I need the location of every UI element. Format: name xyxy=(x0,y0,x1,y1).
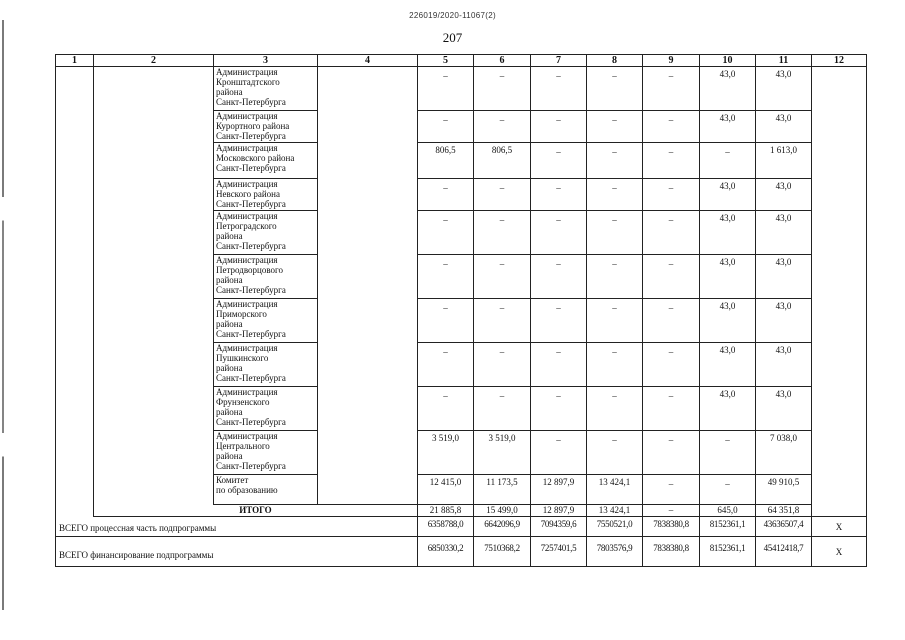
organization-cell xyxy=(214,111,318,143)
value-cell xyxy=(643,387,700,431)
total-value-cell xyxy=(531,537,587,567)
value-text: 45412418,7 xyxy=(763,543,804,553)
organization-name-line: Курортного района xyxy=(216,121,290,131)
value-text: – xyxy=(499,391,505,401)
value-cell xyxy=(531,387,587,431)
value-cell xyxy=(756,299,812,343)
value-cell xyxy=(587,179,643,211)
value-cell xyxy=(531,211,587,255)
value-text: – xyxy=(668,147,674,157)
organization-cell xyxy=(214,431,318,475)
value-text: – xyxy=(499,303,505,313)
value-text: – xyxy=(668,391,674,401)
total-value-cell xyxy=(418,517,474,537)
value-text: – xyxy=(556,347,561,357)
value-cell xyxy=(587,431,643,475)
itogo-row xyxy=(56,505,867,517)
total-value-cell xyxy=(643,517,700,537)
column-number: 11 xyxy=(756,55,812,67)
value-text: 7838380,8 xyxy=(653,519,689,529)
value-cell xyxy=(531,431,587,475)
value-cell xyxy=(756,111,812,143)
value-cell xyxy=(474,143,531,179)
column-number: 6 xyxy=(474,55,531,67)
value-cell xyxy=(531,143,587,179)
value-text: 645,0 xyxy=(717,505,738,515)
value-cell xyxy=(474,179,531,211)
organization-name-line: Администрация xyxy=(216,179,278,189)
itogo-value-cell xyxy=(418,505,474,517)
value-cell xyxy=(587,255,643,299)
value-cell xyxy=(531,299,587,343)
column-number: 1 xyxy=(56,55,94,67)
value-text: 21 885,8 xyxy=(429,505,462,515)
value-text: – xyxy=(725,479,730,489)
value-text: 43,0 xyxy=(775,301,792,311)
organization-name-line: Администрация xyxy=(216,299,278,309)
scan-margin-mark xyxy=(2,20,4,610)
total-process-row xyxy=(56,517,867,537)
value-text: – xyxy=(668,259,674,269)
value-cell xyxy=(474,343,531,387)
organization-cell xyxy=(214,475,318,505)
column-number: 10 xyxy=(700,55,756,67)
col12-cell xyxy=(812,67,867,517)
organization-name-line: Пушкинского xyxy=(216,353,269,363)
document-id: 226019/2020-11067(2) xyxy=(409,11,496,20)
value-text: – xyxy=(443,183,448,193)
x-mark: X xyxy=(812,537,867,567)
value-text: 3 519,0 xyxy=(432,433,459,443)
value-cell xyxy=(531,255,587,299)
value-cell xyxy=(700,67,756,111)
value-cell xyxy=(418,343,474,387)
value-cell xyxy=(418,475,474,505)
value-text: 43636507,4 xyxy=(763,519,804,529)
column-number: 8 xyxy=(587,55,643,67)
value-cell xyxy=(418,299,474,343)
value-cell xyxy=(756,387,812,431)
value-text: – xyxy=(612,259,617,269)
value-text: 43,0 xyxy=(719,345,736,355)
value-text: – xyxy=(725,435,730,445)
value-text: – xyxy=(443,71,448,81)
value-text: 43,0 xyxy=(719,69,736,79)
total-financing-row xyxy=(56,537,867,567)
itogo-value-cell xyxy=(531,505,587,517)
value-cell xyxy=(700,179,756,211)
organization-name-line: Санкт-Петербурга xyxy=(216,163,286,173)
value-cell xyxy=(531,343,587,387)
organization-name-line: района xyxy=(216,319,243,329)
value-text: 15 499,0 xyxy=(486,505,518,515)
organization-name-line: района xyxy=(216,407,243,417)
value-text: – xyxy=(443,259,448,269)
value-text: 43,0 xyxy=(775,213,792,223)
organization-name-line: Администрация xyxy=(216,211,278,221)
value-cell xyxy=(643,179,700,211)
value-text: 7803576,9 xyxy=(596,543,633,553)
table-row xyxy=(56,67,867,111)
organization-name-line: Петродворцового xyxy=(216,265,284,275)
col2-cell xyxy=(94,67,214,505)
value-cell xyxy=(418,431,474,475)
value-text: – xyxy=(668,479,674,489)
value-cell xyxy=(643,67,700,111)
value-text: 13 424,1 xyxy=(598,505,631,515)
organization-name-line: Санкт-Петербурга xyxy=(216,329,286,339)
organization-name-line: Администрация xyxy=(216,111,278,121)
organization-cell xyxy=(214,387,318,431)
value-text: 1 613,0 xyxy=(770,145,797,155)
value-text: – xyxy=(556,71,561,81)
organization-name-line: Администрация xyxy=(216,431,278,441)
column-number: 3 xyxy=(214,55,318,67)
column-number: 9 xyxy=(643,55,700,67)
organization-name-line: Санкт-Петербурга xyxy=(216,417,286,427)
value-cell xyxy=(418,255,474,299)
value-cell xyxy=(643,475,700,505)
value-text: 12 897,9 xyxy=(542,505,575,515)
value-text: 7094359,6 xyxy=(540,519,577,529)
value-text: – xyxy=(556,115,561,125)
value-text: – xyxy=(725,147,730,157)
column-number: 5 xyxy=(418,55,474,67)
col4-cell xyxy=(318,67,418,505)
value-cell xyxy=(756,343,812,387)
value-text: – xyxy=(556,215,561,225)
total-value-cell xyxy=(531,517,587,537)
value-text: – xyxy=(668,115,674,125)
value-cell xyxy=(700,299,756,343)
organization-name-line: района xyxy=(216,231,243,241)
value-cell xyxy=(587,211,643,255)
itogo-value-cell xyxy=(643,505,700,517)
total-value-cell xyxy=(418,537,474,567)
column-number: 7 xyxy=(531,55,587,67)
value-cell xyxy=(756,211,812,255)
column-number: 2 xyxy=(94,55,214,67)
value-cell xyxy=(756,255,812,299)
value-text: – xyxy=(668,71,674,81)
value-text: 43,0 xyxy=(719,389,736,399)
value-cell xyxy=(643,299,700,343)
organization-cell xyxy=(214,343,318,387)
value-text: 13 424,1 xyxy=(598,477,631,487)
organization-name-line: Санкт-Петербурга xyxy=(216,285,286,295)
total-value-cell xyxy=(587,517,643,537)
value-cell xyxy=(756,431,812,475)
value-cell xyxy=(587,343,643,387)
value-cell xyxy=(756,475,812,505)
value-cell xyxy=(587,111,643,143)
value-cell xyxy=(643,255,700,299)
value-text: – xyxy=(612,347,617,357)
value-text: 43,0 xyxy=(775,113,792,123)
itogo-value-cell xyxy=(587,505,643,517)
col1-cell xyxy=(56,67,94,517)
value-text: – xyxy=(443,115,448,125)
organization-name-line: Санкт-Петербурга xyxy=(216,461,286,471)
value-text: – xyxy=(499,259,505,269)
value-cell xyxy=(643,343,700,387)
value-text: – xyxy=(499,215,505,225)
value-cell xyxy=(474,111,531,143)
value-text: – xyxy=(612,435,617,445)
total-value-cell xyxy=(756,517,812,537)
organization-name-line: Администрация xyxy=(216,387,278,397)
value-text: – xyxy=(612,215,617,225)
value-text: – xyxy=(443,215,448,225)
organization-name-line: Санкт-Петербурга xyxy=(216,199,286,209)
itogo-value-cell xyxy=(474,505,531,517)
value-text: – xyxy=(556,303,561,313)
financing-table xyxy=(55,54,867,567)
value-text: 7510368,2 xyxy=(484,543,520,553)
value-text: – xyxy=(668,303,674,313)
value-cell xyxy=(418,143,474,179)
value-text: 6850330,2 xyxy=(427,543,464,553)
total-financing-label: ВСЕГО финансирование подпрограммы xyxy=(56,537,418,567)
value-cell xyxy=(587,143,643,179)
value-cell xyxy=(474,255,531,299)
organization-name-line: Санкт-Петербурга xyxy=(216,131,286,141)
organization-name-line: Фрунзенского xyxy=(216,397,270,407)
organization-name-line: Администрация xyxy=(216,143,278,153)
organization-name-line: района xyxy=(216,87,243,97)
value-text: – xyxy=(556,435,561,445)
value-cell xyxy=(474,299,531,343)
organization-name-line: Санкт-Петербурга xyxy=(216,241,286,251)
value-text: – xyxy=(612,147,617,157)
value-text: – xyxy=(443,391,448,401)
column-number: 4 xyxy=(318,55,418,67)
value-cell xyxy=(700,143,756,179)
x-mark: X xyxy=(812,517,867,537)
organization-name-line: Приморского xyxy=(216,309,267,319)
value-text: 43,0 xyxy=(775,69,792,79)
value-text: 7257401,5 xyxy=(540,543,577,553)
value-cell xyxy=(587,475,643,505)
value-text: 12 415,0 xyxy=(429,477,462,487)
value-text: – xyxy=(668,347,674,357)
value-text: 43,0 xyxy=(719,257,736,267)
organization-name-line: Петроградского xyxy=(216,221,277,231)
value-cell xyxy=(700,387,756,431)
value-cell xyxy=(756,143,812,179)
value-text: – xyxy=(612,115,617,125)
value-text: – xyxy=(556,391,561,401)
organization-name-line: Администрация xyxy=(216,67,278,77)
value-cell xyxy=(756,179,812,211)
value-text: – xyxy=(499,183,505,193)
value-cell xyxy=(418,67,474,111)
value-cell xyxy=(643,211,700,255)
value-cell xyxy=(474,475,531,505)
value-text: 49 910,5 xyxy=(767,477,800,487)
value-text: – xyxy=(499,71,505,81)
itogo-value-cell xyxy=(756,505,812,517)
value-text: 43,0 xyxy=(719,301,736,311)
organization-name-line: Администрация xyxy=(216,343,278,353)
total-value-cell xyxy=(474,517,531,537)
value-cell xyxy=(643,111,700,143)
organization-name-line: Московского района xyxy=(216,153,295,163)
value-cell xyxy=(756,67,812,111)
organization-name-line: Кронштадтского xyxy=(216,77,280,87)
page-number: 207 xyxy=(442,30,463,45)
organization-cell xyxy=(214,211,318,255)
value-text: 8152361,1 xyxy=(709,519,746,529)
value-text: 12 897,9 xyxy=(542,477,575,487)
organization-cell xyxy=(214,143,318,179)
value-text: – xyxy=(612,71,617,81)
value-text: – xyxy=(612,183,617,193)
value-cell xyxy=(700,255,756,299)
value-cell xyxy=(474,387,531,431)
value-text: 43,0 xyxy=(775,257,792,267)
column-number-row xyxy=(56,55,867,67)
value-cell xyxy=(418,211,474,255)
organization-name-line: района xyxy=(216,363,243,373)
value-cell xyxy=(418,179,474,211)
value-text: – xyxy=(556,183,561,193)
value-text: 11 173,5 xyxy=(486,477,518,487)
organization-name-line: Санкт-Петербурга xyxy=(216,97,286,107)
value-cell xyxy=(587,67,643,111)
value-text: – xyxy=(668,183,674,193)
organization-name-line: Невского района xyxy=(216,189,280,199)
value-text: 43,0 xyxy=(775,389,792,399)
value-text: 64 351,8 xyxy=(767,505,800,515)
organization-cell xyxy=(214,299,318,343)
value-cell xyxy=(531,179,587,211)
organization-cell xyxy=(214,67,318,111)
value-cell xyxy=(418,387,474,431)
value-text: – xyxy=(499,347,505,357)
value-cell xyxy=(474,211,531,255)
value-text: 7550521,0 xyxy=(596,519,633,529)
itogo-label: ИТОГО xyxy=(94,505,418,517)
value-text: 8152361,1 xyxy=(709,543,746,553)
value-cell xyxy=(474,431,531,475)
value-text: – xyxy=(668,215,674,225)
value-cell xyxy=(418,111,474,143)
organization-name-line: Санкт-Петербурга xyxy=(216,373,286,383)
value-text: 6642096,9 xyxy=(484,519,520,529)
total-value-cell xyxy=(587,537,643,567)
value-cell xyxy=(700,343,756,387)
value-text: – xyxy=(556,259,561,269)
value-text: 43,0 xyxy=(775,345,792,355)
value-text: 7838380,8 xyxy=(653,543,689,553)
organization-cell xyxy=(214,179,318,211)
value-cell xyxy=(700,475,756,505)
value-text: 806,5 xyxy=(491,145,513,155)
value-cell xyxy=(531,111,587,143)
value-cell xyxy=(700,111,756,143)
value-cell xyxy=(643,431,700,475)
organization-name-line: по образованию xyxy=(216,485,278,495)
value-text: 7 038,0 xyxy=(770,433,797,443)
organization-name-line: Администрация xyxy=(216,255,278,265)
value-text: – xyxy=(612,303,617,313)
total-value-cell xyxy=(643,537,700,567)
value-text: – xyxy=(443,347,448,357)
value-text: 43,0 xyxy=(719,213,736,223)
value-cell xyxy=(474,67,531,111)
value-cell xyxy=(643,143,700,179)
total-process-label: ВСЕГО процессная часть подпрограммы xyxy=(56,517,418,537)
value-text: – xyxy=(612,391,617,401)
value-text: – xyxy=(443,303,448,313)
value-text: 3 519,0 xyxy=(488,433,516,443)
total-value-cell xyxy=(474,537,531,567)
value-text: 43,0 xyxy=(775,181,792,191)
organization-name-line: Центрального xyxy=(216,441,270,451)
total-value-cell xyxy=(700,517,756,537)
organization-cell xyxy=(214,255,318,299)
value-text: 806,5 xyxy=(435,145,456,155)
total-value-cell xyxy=(756,537,812,567)
column-number: 12 xyxy=(812,55,867,67)
organization-name-line: района xyxy=(216,275,243,285)
value-text: – xyxy=(668,435,674,445)
organization-name-line: Комитет xyxy=(216,475,249,485)
value-text: 43,0 xyxy=(719,181,736,191)
value-cell xyxy=(587,387,643,431)
value-cell xyxy=(700,431,756,475)
value-cell xyxy=(531,67,587,111)
value-text: – xyxy=(556,147,561,157)
value-cell xyxy=(700,211,756,255)
value-text: 43,0 xyxy=(719,113,736,123)
value-text: 6358788,0 xyxy=(427,519,464,529)
value-text: – xyxy=(668,505,674,515)
total-value-cell xyxy=(700,537,756,567)
itogo-value-cell xyxy=(700,505,756,517)
value-cell xyxy=(587,299,643,343)
organization-name-line: района xyxy=(216,451,243,461)
value-text: – xyxy=(499,115,505,125)
value-cell xyxy=(531,475,587,505)
